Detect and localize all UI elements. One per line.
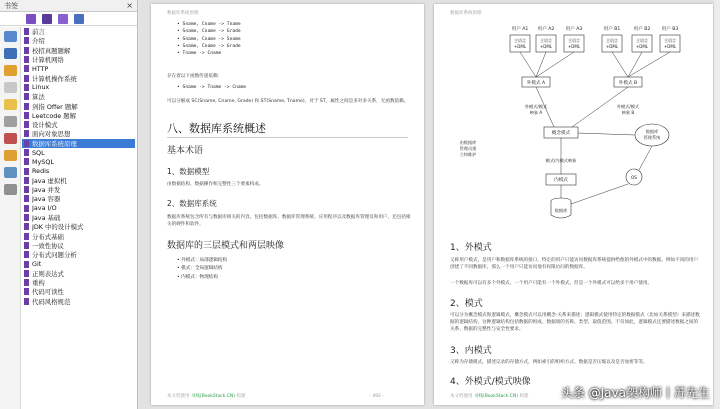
schema-list — [177, 257, 227, 282]
bookmark-item[interactable] — [22, 120, 135, 129]
bookmark-item[interactable] — [22, 213, 135, 222]
connector-line — [536, 52, 546, 77]
bookmark-icon — [24, 298, 29, 305]
code-line: • Sname, Cname -> Sname — [177, 37, 241, 42]
attachment-icon[interactable] — [4, 82, 17, 93]
layers-icon[interactable] — [4, 65, 17, 76]
bookmark-item[interactable] — [22, 92, 135, 101]
bookmark-icon — [24, 75, 29, 82]
mapping-a-label: 外模式/模式 — [524, 104, 548, 109]
mapping-internal-label: 模式/内模式映象 — [545, 158, 577, 163]
bookmark-item[interactable] — [22, 232, 135, 241]
bookmarks-header — [0, 0, 137, 12]
code-list-transitive — [177, 85, 246, 92]
document-page-left — [151, 4, 424, 405]
bookmark-label: 前言 — [32, 28, 45, 37]
expand-bookmark-icon[interactable] — [26, 14, 36, 24]
bookmark-icon — [24, 121, 29, 128]
document-page-right — [434, 4, 713, 405]
vertical-scrollbar[interactable] — [714, 0, 720, 409]
schema-architecture-diagram — [434, 14, 713, 229]
watermark: 头条 @Java架构师丨苏先生 — [560, 386, 710, 400]
bookmark-label: 算法 — [32, 93, 45, 102]
bookmark-icon — [24, 28, 29, 35]
bookmark-item[interactable] — [22, 36, 135, 45]
bookmark-icon — [24, 130, 29, 137]
subsection-heading: 基本术语 — [167, 146, 204, 156]
bookmark-item[interactable] — [22, 55, 135, 64]
conceptual-schema-label: 概念模式 — [551, 131, 571, 136]
bookmark-label: 分布式基础 — [32, 232, 64, 241]
bookmark-item[interactable] — [22, 27, 135, 36]
paragraph: 可以分为概念模式和逻辑模式，概念模式可以用概念-关系来描述；逻辑模式使用特定的数据模式（比如关系模型）来描述数据的逻辑结构，这种逻辑结构包括数据的组成、数据项的名称、类型、取值范围。不仅如此，逻辑模式还要描述数据之间的关系、数据的完整性与安全性要求。 — [450, 313, 700, 332]
paragraph: 由数据结构、数据操作和完整性三个要素构成。 — [167, 182, 264, 187]
bookmark-item[interactable] — [22, 204, 135, 213]
bookmark-item[interactable] — [22, 278, 135, 287]
bookmark-icon — [24, 288, 29, 295]
bookmark-item[interactable] — [22, 250, 135, 259]
bookmark-label: 代码可读性 — [32, 288, 64, 297]
comment-icon[interactable] — [4, 99, 17, 110]
paragraph: 一个数据库可以有多个外模式，一个用户只能有一个外模式，但是一个外模式可以给多个用户使用。 — [450, 281, 653, 286]
footer-text: 本文档使用 — [167, 394, 191, 399]
subsection-heading: 3、内模式 — [450, 346, 492, 356]
bookmark-icon — [24, 65, 29, 72]
app-label: +DML — [605, 44, 619, 49]
info-icon[interactable] — [4, 184, 17, 195]
subsubsection-heading: 1、数据模型 — [167, 167, 210, 176]
bookmark-item[interactable] — [22, 73, 135, 82]
bookmark-label: SQL — [32, 148, 45, 157]
mapping-b-label: 映象 B — [621, 110, 635, 115]
page-footer — [167, 393, 245, 399]
bookmark-label: Java 虚拟机 — [32, 176, 67, 185]
bookmark-item[interactable] — [22, 166, 135, 175]
bookmark-label: Leetcode 题解 — [32, 111, 77, 120]
bookmark-label: Linux — [32, 83, 50, 92]
bookmark-item[interactable] — [22, 46, 135, 55]
connector-line — [578, 133, 635, 135]
bookmarks-toolbar — [0, 12, 137, 26]
subsection-heading: 数据库的三层模式和两层映像 — [167, 241, 285, 251]
bookmark-icon — [24, 140, 29, 147]
connector-line — [612, 52, 628, 77]
bookmark-icon — [24, 195, 29, 202]
subsection-heading: 4、外模式/模式映像 — [450, 377, 531, 387]
bookmark-label: 面向对象思想 — [32, 130, 71, 139]
bookmark-label: HTTP — [32, 64, 49, 73]
user-label: 用户 A1 — [511, 27, 529, 32]
bookmark-icon — [24, 205, 29, 212]
bookmark-label: MySQL — [32, 157, 54, 166]
footer-link[interactable]: 书栈(BookStack.CN) — [473, 394, 519, 399]
os-label: OS — [631, 175, 637, 180]
bookmark-item[interactable] — [22, 185, 135, 194]
bookmark-icon — [24, 103, 29, 110]
bookmark-icon — [24, 168, 29, 175]
bookmark-label: Java 并发 — [32, 186, 61, 195]
bookmark-item[interactable] — [22, 83, 135, 92]
page-footer — [450, 393, 528, 399]
connector-line — [536, 52, 574, 77]
bookmark-item[interactable] — [22, 269, 135, 278]
paragraph: 又称为存储模式，描述记录的存储方式，例如索引的组织方式、数据是否压缩以及是否加密等等。 — [450, 360, 648, 365]
dbms-label: 数据库 — [645, 129, 659, 134]
subsection-heading: 2、模式 — [450, 299, 483, 309]
bookmark-label: 校招真题题解 — [32, 46, 71, 55]
collapse-bookmark-icon[interactable] — [42, 14, 52, 24]
page-thumbnail-icon[interactable] — [4, 31, 17, 42]
bookmark-icon — [24, 177, 29, 184]
bookmark-label: Java 容器 — [32, 195, 61, 204]
bookmark-item[interactable] — [22, 259, 135, 268]
app-label: +DML — [635, 44, 649, 49]
bookmark-icon — [24, 56, 29, 63]
bookmark-label: Java 基础 — [32, 214, 61, 223]
bookmark-item[interactable] — [22, 297, 135, 306]
code-line: • Sname, Cname -> Grade — [177, 44, 241, 49]
bookmarks-panel — [0, 0, 138, 409]
bookmark-label: 代码风格规范 — [32, 297, 71, 306]
user-label: 用户 A3 — [565, 27, 583, 32]
paragraph: 可以分解成 SC(Sname, Cname, Grade) 和 ST(Sname, Tname)，对于 ST，属性之间是多对多关系，无函数依赖。 — [167, 99, 409, 104]
bookmark-icon — [24, 270, 29, 277]
footer-text: 构建 — [235, 394, 246, 399]
bookmark-item[interactable] — [22, 241, 135, 250]
code-line: • Tname -> Cname — [177, 51, 241, 56]
bookmark-icon — [24, 279, 29, 286]
bookmark-label: Redis — [32, 167, 50, 176]
paragraph: 存在着以下函数传递依赖： — [167, 74, 223, 79]
bookmark-icon — [24, 149, 29, 156]
panel-strip — [0, 27, 21, 409]
divider — [167, 137, 408, 138]
signature-icon[interactable] — [4, 133, 17, 144]
connector-line — [628, 52, 670, 77]
code-line: • Sname, Cname -> Tname — [177, 22, 241, 27]
section-heading: 八、数据库系统概述 — [167, 122, 266, 135]
connector-line — [520, 52, 536, 77]
bookmark-icon — [24, 93, 29, 100]
bookmark-label: 一致性协议 — [32, 241, 64, 250]
bookmark-item[interactable] — [22, 148, 135, 157]
app-label: +DML — [513, 44, 527, 49]
bookmark-icon — [24, 37, 29, 44]
dba-label: 立和维护 — [459, 152, 477, 157]
bookmark-label: 正则表达式 — [32, 269, 64, 278]
bookmark-item[interactable] — [22, 101, 135, 110]
bookmark-icon — [24, 158, 29, 165]
connector-line — [571, 184, 628, 204]
bookmark-icon — [24, 251, 29, 258]
bookmark-icon — [24, 84, 29, 91]
dba-label: 由数据库 — [459, 140, 477, 145]
paragraph: 数据库系统包含所有与数据库相关的内容，包括数据库、数据库管理系统、应用程序以及数据库管理员和用户，还包括相关的硬件和软件。 — [167, 215, 411, 227]
app-label: +DML — [539, 44, 553, 49]
bookmark-icon — [24, 112, 29, 119]
code-line: • Sname, Cname -> Grade — [177, 29, 241, 34]
external-schema-b-label: 外模式 B — [618, 81, 638, 86]
app-label: 主语言 — [636, 38, 648, 43]
external-schema-a-label: 外模式 A — [526, 81, 546, 86]
bookmark-label: 数据库系统原理 — [32, 139, 77, 148]
mapping-a-label: 映象 A — [529, 110, 543, 115]
bookmark-icon — [24, 223, 29, 230]
link-icon[interactable] — [4, 116, 17, 127]
page-number: - 492 - — [369, 394, 384, 399]
user-label: 用户 B3 — [661, 27, 679, 32]
bookmarks-title: 书签 — [4, 1, 18, 10]
bookmark-item[interactable] — [22, 222, 135, 231]
bookmark-icon — [24, 242, 29, 249]
bookmark-icon — [24, 214, 29, 221]
bookmark-label: 计算机网络 — [32, 56, 64, 65]
connector-line — [628, 52, 642, 77]
bookmark-item[interactable] — [22, 139, 135, 148]
paragraph: 又称用户模式，是用户和数据库系统的接口，特定的用户只能访问数据库系统提供给他的外模式中的数据。例如不同的用户创建了不同数据库，那么一个用户只能访问他有权限访问的数据库。 — [450, 258, 699, 270]
code-line: • Sname -> Tname -> Cname — [177, 85, 246, 90]
footer-link[interactable]: 书栈(BookStack.CN) — [190, 394, 236, 399]
app-label: 主语言 — [606, 38, 618, 43]
bookmark-list — [22, 27, 135, 306]
list-item: • 内模式：物理结构 — [177, 274, 227, 280]
app-label: 主语言 — [664, 38, 676, 43]
user-label: 用户 A2 — [537, 27, 555, 32]
app-label: 主语言 — [540, 38, 552, 43]
database-cylinder-bottom — [551, 215, 571, 218]
lock-icon[interactable] — [4, 150, 17, 161]
bookmark-icon — [24, 261, 29, 268]
form-icon[interactable] — [4, 167, 17, 178]
bookmark-label: 介绍 — [32, 37, 45, 46]
close-icon[interactable]: × — [126, 0, 133, 10]
dbms-label: 管理系统 — [643, 135, 661, 140]
app-label: +DML — [663, 44, 677, 49]
app-label: 主语言 — [568, 38, 580, 43]
bookmark-label: 分布式问题分析 — [32, 251, 77, 260]
subsection-heading: 1、外模式 — [450, 243, 492, 253]
list-item: • 外模式：局部逻辑结构 — [177, 257, 227, 263]
app-label: 主语言 — [514, 38, 526, 43]
footer-text: 本文档使用 — [450, 394, 474, 399]
user-label: 用户 B1 — [603, 27, 621, 32]
bookmark-icon — [24, 186, 29, 193]
find-bookmark-icon[interactable] — [74, 14, 84, 24]
running-header: 数据库系统原理 — [450, 11, 482, 16]
bookmark-label: JDK 中的设计模式 — [32, 223, 84, 232]
bookmark-icon — [24, 47, 29, 54]
running-header: 数据库系统原理 — [167, 11, 199, 16]
bookmark-item[interactable] — [22, 176, 135, 185]
connector-line — [639, 146, 652, 170]
internal-schema-label: 内模式 — [554, 178, 568, 183]
bookmark-item[interactable] — [22, 129, 135, 138]
list-item: • 模式：全局逻辑结构 — [177, 265, 227, 271]
bookmark-item[interactable] — [22, 64, 135, 73]
bookmark-label: 剑指 Offer 题解 — [32, 102, 78, 111]
app-label: +DML — [567, 44, 581, 49]
footer-text: 构建 — [518, 394, 529, 399]
add-bookmark-icon[interactable] — [58, 14, 68, 24]
bookmark-item[interactable] — [22, 111, 135, 120]
bookmark-label: 计算机操作系统 — [32, 74, 77, 83]
bookmark-item[interactable] — [22, 287, 135, 296]
bookmark-panel-icon[interactable] — [4, 48, 17, 59]
bookmark-label: 重构 — [32, 279, 45, 288]
database-label: 数据库 — [554, 208, 568, 213]
code-list-dependencies — [177, 22, 241, 58]
dba-label: 管理员建 — [459, 146, 477, 151]
bookmark-item[interactable] — [22, 194, 135, 203]
bookmark-label: 设计模式 — [32, 121, 58, 130]
bookmark-icon — [24, 233, 29, 240]
user-label: 用户 B2 — [633, 27, 651, 32]
bookmark-label: Java I/O — [32, 204, 57, 213]
bookmark-label: Git — [32, 260, 42, 269]
bookmark-item[interactable] — [22, 157, 135, 166]
subsubsection-heading: 2、数据库系统 — [167, 199, 217, 208]
mapping-b-label: 外模式/模式 — [616, 104, 640, 109]
